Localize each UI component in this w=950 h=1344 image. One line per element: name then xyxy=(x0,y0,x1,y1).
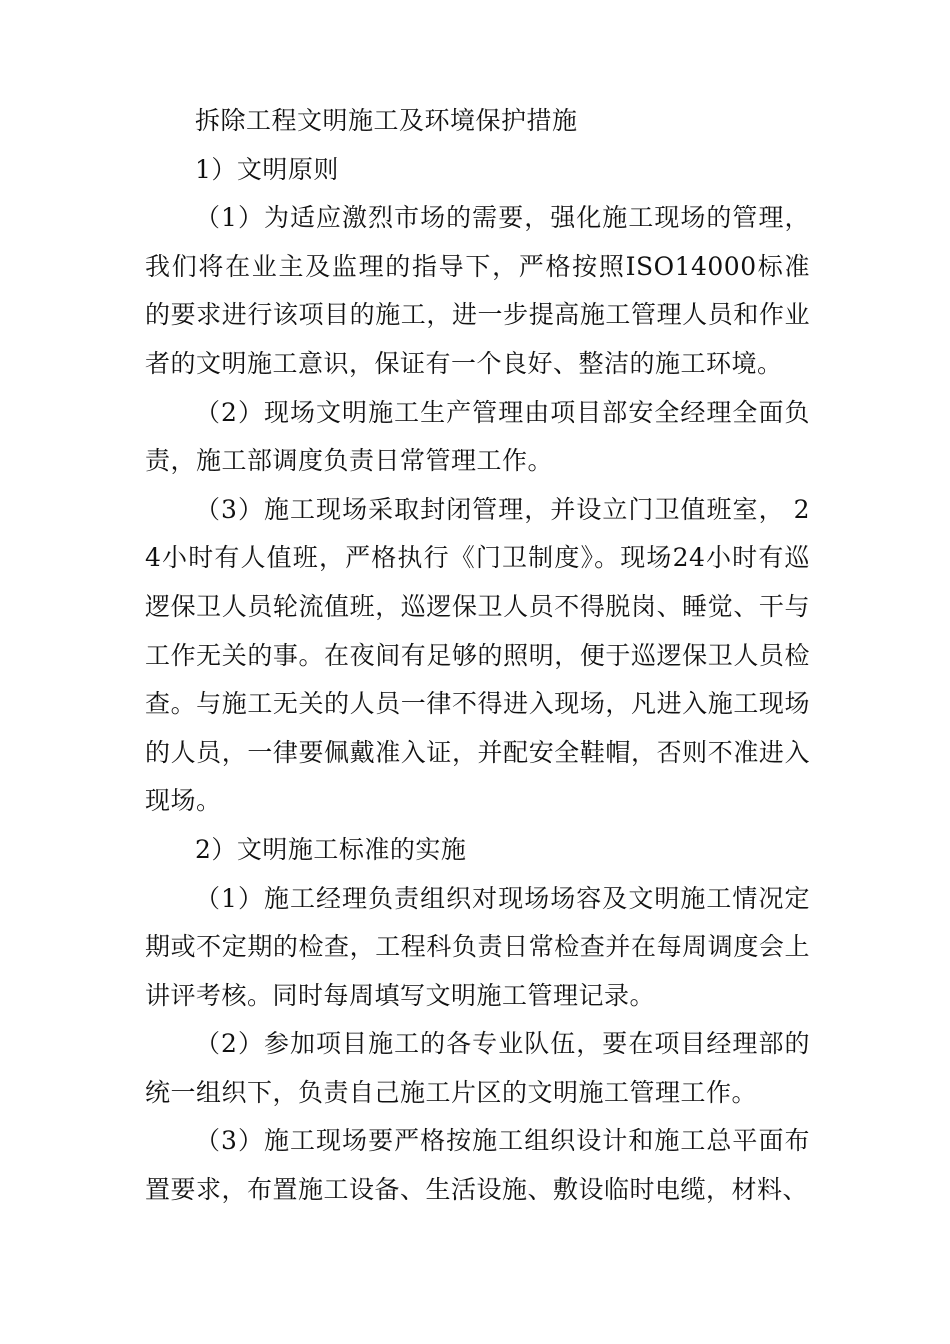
paragraph-2-1: （1）施工经理负责组织对现场场容及文明施工情况定期或不定期的检查，工程科负责日常检查并在每周调度会上讲评考核。同时每周填写文明施工管理记录。 xyxy=(145,883,810,1010)
paragraph-2-2: （2）参加项目施工的各专业队伍，要在项目经理部的统一组织下，负责自己施工片区的文明施工管理工作。 xyxy=(145,1029,810,1107)
document-body xyxy=(145,97,810,1215)
paragraph-1-2: （2）现场文明施工生产管理由项目部安全经理全面负责，施工部调度负责日常管理工作。 xyxy=(145,397,810,476)
paragraph-1-3: （3）施工现场采取封闭管理，并设立门卫值班室， 24小时有人值班，严格执行《门卫制度》。现场24小时有巡逻保卫人员轮流值班，巡逻保卫人员不得脱岗、睡觉、干与工作无关的事。在夜间有足够的照明，便于巡逻保卫人员检查。与施工无关的人员一律不得进入现场，凡进入施工现场的人员，一律要佩戴准入证，并配安全鞋帽，否则不准进入现场。 xyxy=(145,494,810,816)
section-heading-1: 1）文明原则 xyxy=(195,154,339,184)
paragraph-2-3: （3）施工现场要严格按施工组织设计和施工总平面布置要求，布置施工设备、生活设施、敷设临时电缆，材料、 xyxy=(145,1126,810,1205)
paragraph-1-1: （1）为适应激烈市场的需要，强化施工现场的管理，我们将在业主及监理的指导下，严格按照ISO14000标准的要求进行该项目的施工，进一步提高施工管理人员和作业者的文明施工意识，保证有一个良好、整洁的施工环境。 xyxy=(145,203,810,378)
section-heading-2: 2）文明施工标准的实施 xyxy=(195,834,467,864)
document-title: 拆除工程文明施工及环境保护措施 xyxy=(195,106,578,135)
